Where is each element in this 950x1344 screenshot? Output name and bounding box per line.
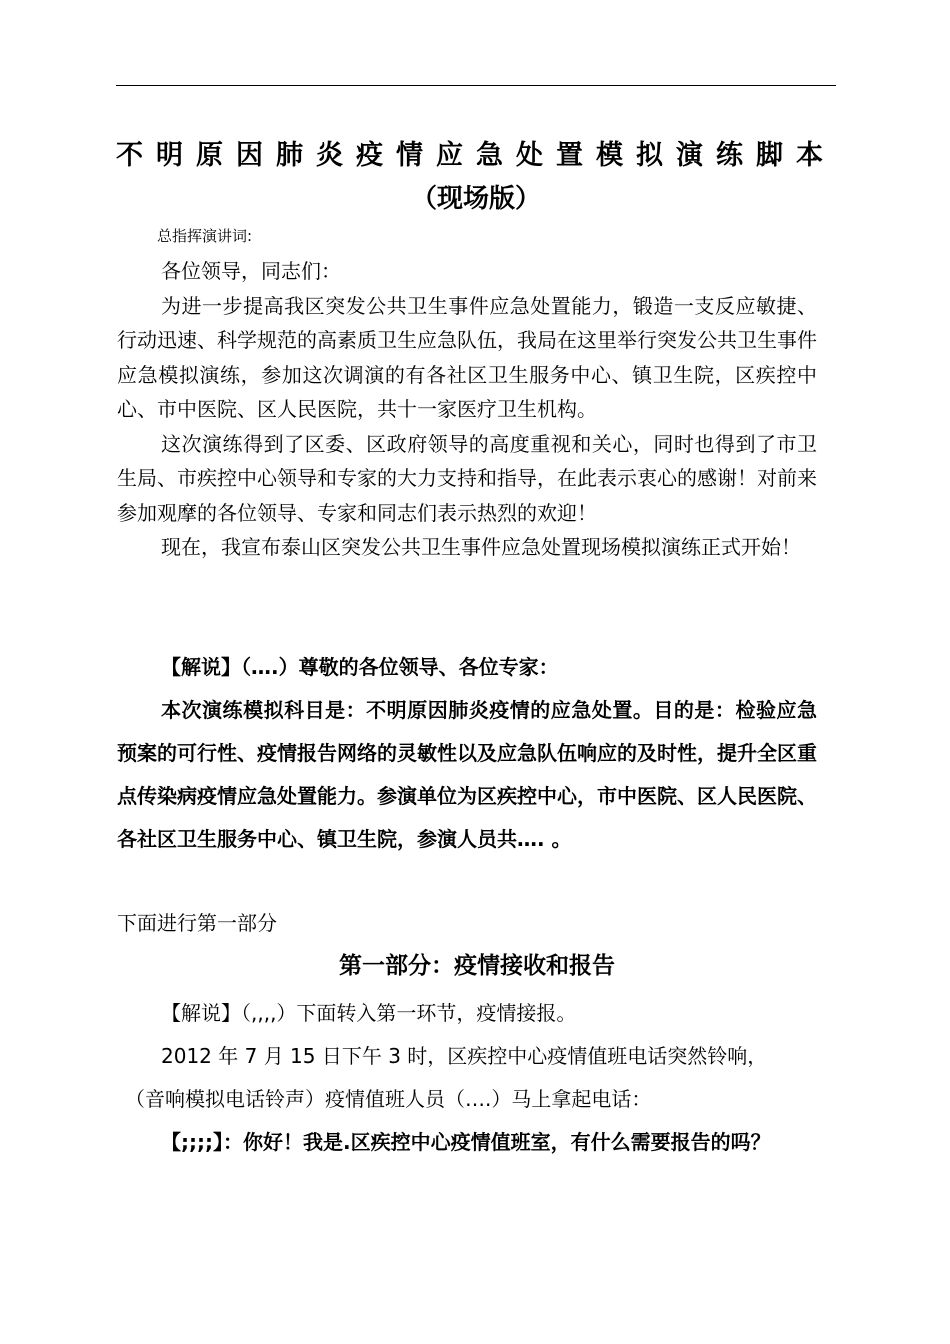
event-line-1: 2012 年 7 月 15 日下午 3 时，区疾控中心疫情值班电话突然铃响， bbox=[161, 1044, 768, 1068]
section-1-heading: 第一部分：疫情接收和报告 bbox=[339, 953, 615, 979]
header-rule bbox=[116, 85, 836, 86]
greeting: 各位领导，同志们： bbox=[161, 259, 341, 283]
speech-paragraph-1: 为进一步提高我区突发公共卫生事件应急处置能力，锻造一支反应敏捷、行动迅速、科学规范的高素质卫生应急队伍，我局在这里举行突发公共卫生事件应急模拟演练，参加这次调演的有各社区卫生服务中心、镇卫生院，区疾控中心、市中医院、区人民医院，共十一家医疗卫生机构。 bbox=[117, 293, 817, 421]
next-part-line: 下面进行第一部分 bbox=[117, 911, 277, 935]
speech-body bbox=[117, 254, 817, 565]
narration-1-heading: 【解说】（….）尊敬的各位领导、各位专家： bbox=[161, 655, 559, 679]
speech-paragraph-2: 这次演练得到了区委、区政府领导的高度重视和关心，同时也得到了市卫生局、市疾控中心领导和专家的大力支持和指导，在此表示衷心的感谢！对前来参加观摩的各位领导、专家和同志们表示热烈的欢迎！ bbox=[117, 431, 817, 525]
document-title: 不明原因肺炎疫情应急处置模拟演练脚本 bbox=[116, 140, 836, 171]
dialogue-line: 【;;;;】：你好！我是.区疾控中心疫情值班室，有什么需要报告的吗？ bbox=[161, 1130, 771, 1154]
narration-block-1 bbox=[117, 646, 817, 861]
speech-paragraph-3: 现在，我宣布泰山区突发公共卫生事件应急处置现场模拟演练正式开始！ bbox=[161, 535, 801, 559]
section-1-body bbox=[117, 992, 817, 1164]
narration-1-body: 本次演练模拟科目是：不明原因肺炎疫情的应急处置。目的是：检验应急预案的可行性、疫情报告网络的灵敏性以及应急队伍响应的及时性，提升全区重点传染病疫情应急处置能力。参演单位为区疾控中心，市中医院、区人民医院、各社区卫生服务中心、镇卫生院，参演人员共…. 。 bbox=[117, 698, 817, 851]
speech-label: 总指挥演讲词: bbox=[157, 227, 253, 245]
document-subtitle: （现场版） bbox=[410, 184, 541, 214]
event-line-2: （音响模拟电话铃声）疫情值班人员（….）马上拿起电话： bbox=[125, 1087, 652, 1111]
narration-2: 【解说】（,,,,）下面转入第一环节，疫情接报。 bbox=[161, 1001, 577, 1025]
